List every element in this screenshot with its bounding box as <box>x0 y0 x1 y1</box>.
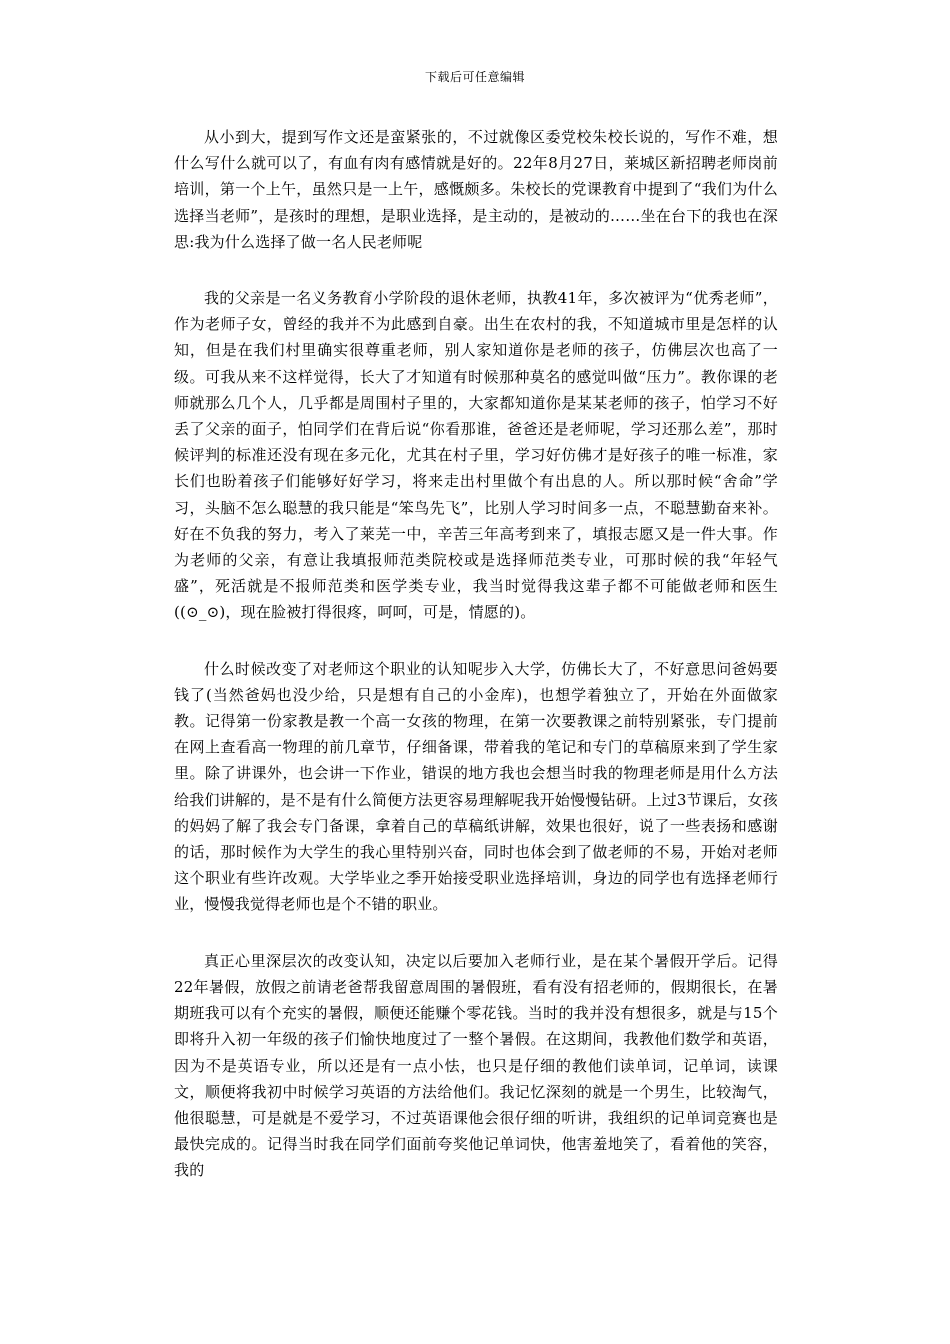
paragraph-3: 什么时候改变了对老师这个职业的认知呢步入大学，仿佛长大了，不好意思问爸妈要钱了(当然爸妈也没少给，只是想有自己的小金库)，也想学着独立了，开始在外面做家教。记得第一份家教是教一个高一女孩的物理，在第一次要教课之前特别紧张，专门提前在网上查看高一物理的前几章节，仔细备课，带着我的笔记和专门的草稿原来到了学生家里。除了讲课外，也会讲一下作业，错误的地方我也会想当时我的物理老师是用什么方法给我们讲解的，是不是有什么简便方法更容易理解呢我开始慢慢钻研。上过3节课后，女孩的妈妈了解了我会专门备课，拿着自己的草稿纸讲解，效果也很好，说了一些表扬和感谢的话，那时候作为大学生的我心里特别兴奋，同时也体会到了做老师的不易，开始对老师这个职业有些许改观。大学毕业之季开始接受职业选择培训，身边的同学也有选择老师行业，慢慢我觉得老师也是个不错的职业。 <box>174 659 778 914</box>
paragraph-1: 从小到大，提到写作文还是蛮紧张的，不过就像区委党校朱校长说的，写作不难，想什么写什么就可以了，有血有肉有感情就是好的。22年8月27日，莱城区新招聘老师岗前培训，第一个上午，虽然只是一上午，感慨颇多。朱校长的党课教育中提到了“我们为什么选择当老师”，是孩时的理想，是职业选择，是主动的，是被动的……坐在台下的我也在深思:我为什么选择了做一名人民老师呢 <box>174 128 778 251</box>
page-header-note: 下载后可任意编辑 <box>424 70 525 84</box>
paragraph-2: 我的父亲是一名义务教育小学阶段的退休老师，执教41年，多次被评为“优秀老师”，作为老师子女，曾经的我并不为此感到自豪。出生在农村的我，不知道城市里是怎样的认知，但是在我们村里确实很尊重老师，别人家知道你是老师的孩子，仿佛层次也高了一级。可我从来不这样觉得，长大了才知道有时候那种莫名的感觉叫做“压力”。教你课的老师就那么几个人，几乎都是周围村子里的，大家都知道你是某某老师的孩子，怕学习不好丢了父亲的面子，怕同学们在背后说“你看那谁，爸爸还是老师呢，学习还那么差”，那时候评判的标准还没有现在多元化，尤其在村子里，学习好仿佛才是好孩子的唯一标准，家长们也盼着孩子们能够好好学习，将来走出村里做个有出息的人。所以那时候“舍命”学习，头脑不怎么聪慧的我只能是“笨鸟先飞”，比别人学习时间多一点，不聪慧勤奋来补。好在不负我的努力，考入了莱芜一中，辛苦三年高考到来了，填报志愿又是一件大事。作为老师的父亲，有意让我填报师范类院校或是选择师范类专业，可那时候的我“年轻气盛”，死活就是不报师范类和医学类专业，我当时觉得我这辈子都不可能做老师和医生((⊙_⊙)，现在脸被打得很疼，呵呵，可是，情愿的)。 <box>174 289 778 622</box>
paragraph-4: 真正心里深层次的改变认知，决定以后要加入老师行业，是在某个暑假开学后。记得22年暑假，放假之前请老爸帮我留意周围的暑假班，看有没有招老师的，假期很长，在暑期班我可以有个充实的暑假，顺便还能赚个零花钱。当时的我并没有想很多，就是与15个即将升入初一年级的孩子们愉快地度过了一整个暑假。在这期间，我教他们数学和英语，因为不是英语专业，所以还是有一点小怯，也只是仔细的教他们读单词，记单词，读课文，顺便将我初中时候学习英语的方法给他们。我记忆深刻的就是一个男生，比较淘气，他很聪慧，可是就是不爱学习，不过英语课他会很仔细的听讲，我组织的记单词竞赛也是最快完成的。记得当时我在同学们面前夸奖他记单词快，他害羞地笑了，看着他的笑容，我的 <box>174 951 778 1180</box>
document-body <box>174 124 778 1214</box>
